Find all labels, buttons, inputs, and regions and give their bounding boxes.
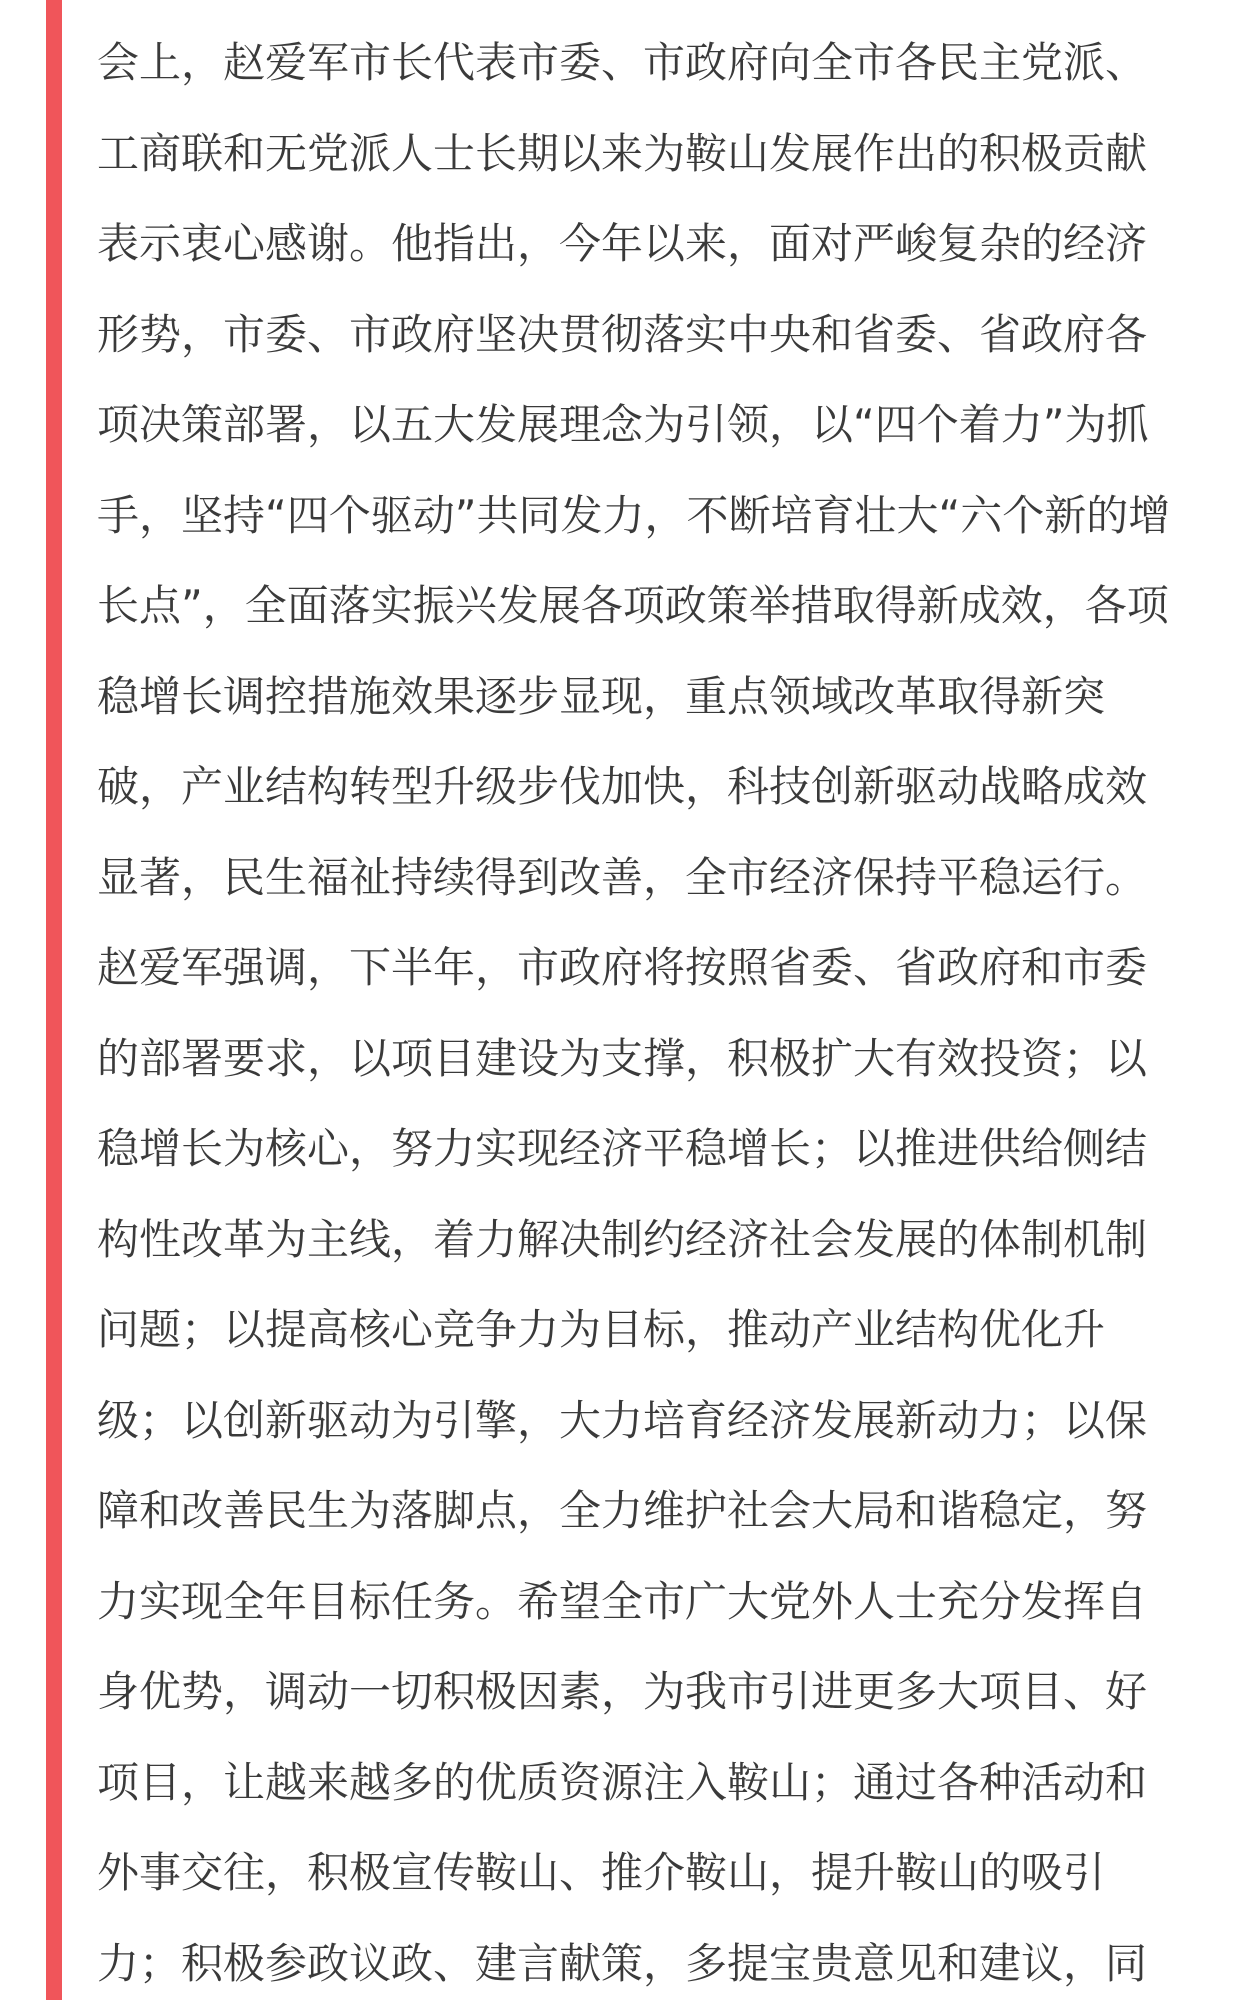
article-line: 力实现全年目标任务。希望全市广大党外人士充分发挥自 xyxy=(97,1557,1227,1648)
article-line: 外事交往，积极宣传鞍山、推介鞍山，提升鞍山的吸引 xyxy=(97,1828,1227,1919)
article-body xyxy=(97,18,1227,2009)
quote-accent-bar xyxy=(46,0,62,2000)
article-line: 级；以创新驱动为引擎，大力培育经济发展新动力；以保 xyxy=(97,1376,1227,1467)
article-line: 手，坚持“四个驱动”共同发力，不断培育壮大“六个新的增 xyxy=(97,471,1227,562)
article-line: 稳增长为核心，努力实现经济平稳增长；以推进供给侧结 xyxy=(97,1104,1227,1195)
article-line: 工商联和无党派人士长期以来为鞍山发展作出的积极贡献 xyxy=(97,109,1227,200)
article-line: 障和改善民生为落脚点，全力维护社会大局和谐稳定，努 xyxy=(97,1466,1227,1557)
article-line: 稳增长调控措施效果逐步显现，重点领域改革取得新突 xyxy=(97,652,1227,743)
article-line: 项目，让越来越多的优质资源注入鞍山；通过各种活动和 xyxy=(97,1738,1227,1829)
article-line: 形势，市委、市政府坚决贯彻落实中央和省委、省政府各 xyxy=(97,290,1227,381)
article-line: 破，产业结构转型升级步伐加快，科技创新驱动战略成效 xyxy=(97,742,1227,833)
article-line: 构性改革为主线，着力解决制约经济社会发展的体制机制 xyxy=(97,1195,1227,1286)
article-line: 长点”，全面落实振兴发展各项政策举措取得新成效，各项 xyxy=(97,561,1227,652)
article-line: 赵爱军强调，下半年，市政府将按照省委、省政府和市委 xyxy=(97,923,1227,1014)
article-line: 问题；以提高核心竞争力为目标，推动产业结构优化升 xyxy=(97,1285,1227,1376)
article-line: 力；积极参政议政、建言献策，多提宝贵意见和建议，同 xyxy=(97,1919,1227,2009)
article-line: 的部署要求，以项目建设为支撑，积极扩大有效投资；以 xyxy=(97,1014,1227,1105)
article-line: 表示衷心感谢。他指出，今年以来，面对严峻复杂的经济 xyxy=(97,199,1227,290)
article-line: 会上，赵爱军市长代表市委、市政府向全市各民主党派、 xyxy=(97,18,1227,109)
article-line: 身优势，调动一切积极因素，为我市引进更多大项目、好 xyxy=(97,1647,1227,1738)
article-line: 显著，民生福祉持续得到改善，全市经济保持平稳运行。 xyxy=(97,833,1227,924)
article-line: 项决策部署，以五大发展理念为引领，以“四个着力”为抓 xyxy=(97,380,1227,471)
